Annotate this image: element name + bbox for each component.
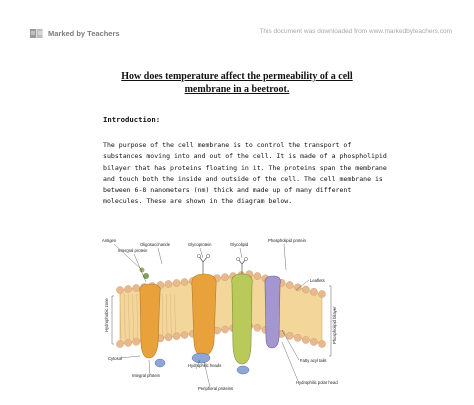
paragraph-line: between 6-8 nanometers (nm) thick and made up of many different [103,186,352,195]
integral-protein-green [232,274,253,364]
peripheral-protein [237,366,249,374]
lipid-head [286,332,293,339]
bilayer-bracket [329,286,331,356]
download-note: This document was downloaded from www.markedbyteachers.com [259,28,452,35]
peripheral-protein [155,359,165,367]
label-leaflets: Leaflets [310,278,325,283]
label-peripheral-proteins: Peripheral proteins [198,386,234,391]
sugar-bead [197,254,200,257]
header-bar [0,0,474,60]
integral-protein-purple [265,276,280,348]
lipid-head [310,288,317,295]
lipid-head [133,284,140,291]
label-glycolipid: Glycolipid [230,242,249,247]
lipid-head [318,290,325,297]
lipid-head [221,274,228,281]
label-intergral-protein: Intergral protein [118,248,148,253]
paragraph-line: molecules. These are shown in the diagram below. [103,197,293,206]
title-line-2: membrane in a beetroot. [184,84,290,95]
intro-heading: Introduction: [103,115,161,124]
paragraph-line: bilayer that has proteins floating in it. The proteins span the membrane [103,163,387,172]
label-phospholipid-bilayer: Phospholipid bilayer [332,306,337,344]
label-hydrophobic-zone: Hydrophobic zone [104,298,109,332]
label-oligosaccharide: Oligosaccharide [140,242,171,247]
lipid-head [254,324,261,331]
peripheral-protein [192,353,210,363]
lipid-head [310,338,317,345]
lipid-head [302,286,309,293]
site-logo[interactable] [30,26,120,40]
lipid-head [125,339,132,346]
lipid-head [125,285,132,292]
integral-protein-orange [140,284,161,358]
logo-text: Marked by Teachers [48,28,120,38]
lipid-head [116,340,123,347]
lipid-head [173,333,180,340]
lipid-head [173,279,180,286]
sugar-bead [206,254,209,257]
glycoprotein-body [192,274,217,356]
paragraph-line: substances moving into and out of the cell. It is made of a phospholipid [103,152,387,161]
label-glycoprotein: Glycoprotein [188,242,212,247]
cell-membrane-diagram [100,234,358,396]
antigen-bead [143,273,149,279]
label-hydrophilic-heads: Hydrophilic heads [188,363,222,368]
lipid-head [254,272,261,279]
label-cytosol: Cytosol [108,356,122,361]
logo-icon [30,28,43,39]
document-title [95,70,379,96]
lipid-head [181,278,188,285]
label-antigen: Antigen [102,238,117,243]
label-hydrophilic-polar-head: Hydrophilic polar head [296,380,338,385]
lipid-head [221,326,228,333]
label-integral-protein: Integral protein [132,373,160,378]
oligosaccharide-chain [199,256,208,274]
glycolipid-chain [238,259,246,274]
intro-paragraph [103,140,387,208]
lipid-head [318,340,325,347]
lipid-head [116,286,123,293]
lipid-head [294,284,301,291]
label-phospholipid: Phospholipid protein [268,238,306,243]
lipid-head [133,338,140,345]
paragraph-line: The purpose of the cell membrane is to control the transport of [103,141,352,149]
lipid-head [165,280,172,287]
label-fatty-acyl-tails: Fatty acyl tails [300,358,327,363]
title-line-1: How does temperature affect the permeability of a cell [121,71,353,82]
lipid-head [165,334,172,341]
lipid-head [286,281,293,288]
sugar-bead [244,257,247,260]
sugar-bead [236,257,239,260]
paragraph-line: and touch both the inside and outside of the cell. The cell membrane is [103,174,383,183]
lipid-head [302,336,309,343]
hydrophobic-bracket [112,296,114,344]
lipid-head [294,334,301,341]
lipid-head [181,331,188,338]
